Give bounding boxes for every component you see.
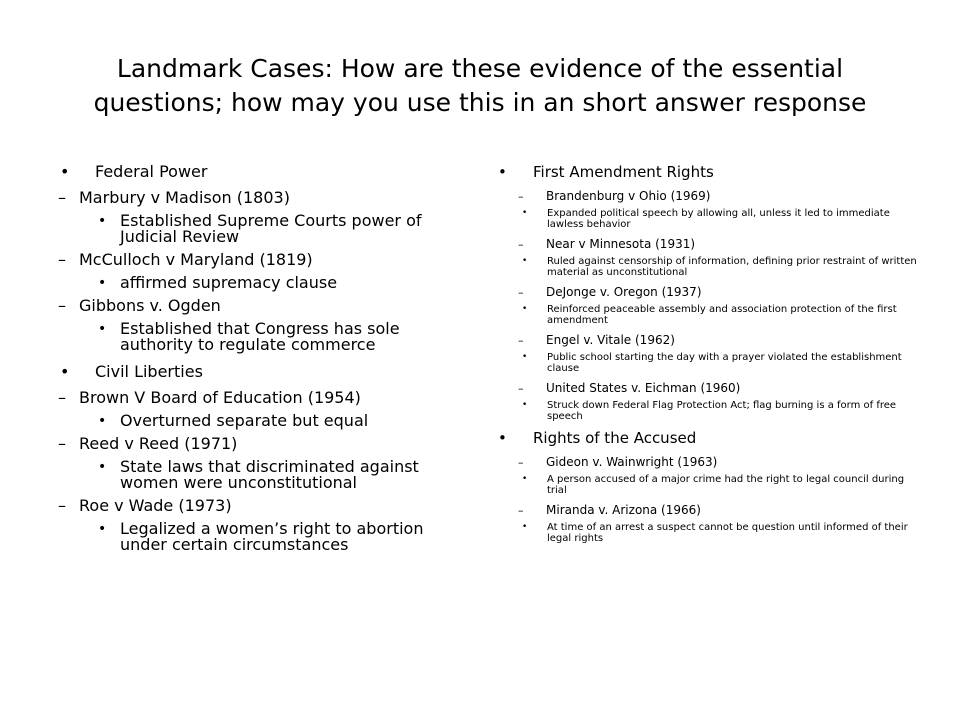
case-detail [520,208,920,230]
case-detail [520,400,920,422]
bullet-icon: • [98,275,107,291]
case-item [37,188,460,208]
case-name: McCulloch v Maryland (1819) [79,250,313,269]
case-name: United States v. Eichman (1960) [546,381,741,395]
case-item [512,236,920,253]
bullet-icon: • [60,162,70,181]
case-detail [78,321,460,353]
case-detail [520,256,920,278]
topic-heading [496,162,920,182]
case-detail-text: Ruled against censorship of information, defining prior restraint of written material as unconstitutional [547,256,917,278]
case-name: Gibbons v. Ogden [79,296,221,315]
case-detail [78,213,460,245]
case-detail [520,352,920,374]
case-name: Marbury v Madison (1803) [79,188,290,207]
case-name: Miranda v. Arizona (1966) [546,503,701,517]
case-item [37,496,460,516]
case-item [512,380,920,397]
topic-heading-text: Rights of the Accused [533,429,697,447]
dash-icon: – [58,188,66,207]
dash-icon: – [518,456,524,469]
dash-icon: – [58,434,66,453]
bullet-icon: • [498,429,507,447]
topic-rights-accused [496,428,920,544]
topic-federal-power [58,162,460,353]
case-item [37,388,460,408]
case-detail-text: A person accused of a major crime had the right to legal council during trial [547,474,905,496]
case-item [37,296,460,316]
bullet-icon: • [522,256,528,266]
case-detail [78,521,460,553]
case-detail-text: Legalized a women’s right to abortion under certain circumstances [120,519,424,554]
bullet-icon: • [98,413,107,429]
dash-icon: – [518,286,524,299]
bullet-icon: • [522,400,528,410]
dash-icon: – [58,250,66,269]
case-detail-text: Struck down Federal Flag Protection Act; flag burning is a form of free speech [547,400,897,422]
case-item [512,502,920,519]
case-detail [78,413,460,429]
right-column [496,162,920,550]
case-detail-text: Established that Congress has sole authority to regulate commerce [120,319,400,354]
dash-icon: – [58,296,66,315]
slide-title: Landmark Cases: How are these evidence of the essential questions; how may you use this in an short answer response [93,54,867,117]
bullet-icon: • [98,321,107,337]
topic-heading-text: Civil Liberties [95,362,203,381]
case-item [37,250,460,270]
topic-heading [58,162,460,182]
case-detail-text: Public school starting the day with a prayer violated the establishment clause [547,352,902,374]
case-item [512,454,920,471]
case-detail [520,474,920,496]
dash-icon: – [58,388,66,407]
case-name: Gideon v. Wainwright (1963) [546,455,718,469]
topic-heading [58,362,460,382]
bullet-icon: • [522,474,528,484]
dash-icon: – [518,238,524,251]
case-detail [520,522,920,544]
case-item [512,332,920,349]
bullet-icon: • [522,522,528,532]
topic-heading-text: Federal Power [95,162,208,181]
dash-icon: – [518,334,524,347]
case-item [37,434,460,454]
dash-icon: – [518,504,524,517]
topic-heading [496,428,920,448]
dash-icon: – [518,382,524,395]
case-name: DeJonge v. Oregon (1937) [546,285,702,299]
case-detail-text: Overturned separate but equal [120,411,369,430]
bullet-icon: • [98,459,107,475]
case-name: Reed v Reed (1971) [79,434,238,453]
case-name: Brown V Board of Education (1954) [79,388,361,407]
left-column [58,162,460,562]
case-detail-text: At time of an arrest a suspect cannot be question until informed of their legal rights [547,522,908,544]
case-detail-text: affirmed supremacy clause [120,273,338,292]
case-detail-text: State laws that discriminated against women were unconstitutional [120,457,419,492]
topic-civil-liberties [58,362,460,553]
case-detail [78,459,460,491]
bullet-icon: • [60,362,70,381]
case-item [512,284,920,301]
case-detail-text: Expanded political speech by allowing all, unless it led to immediate lawless behavior [547,208,890,230]
case-detail [78,275,460,291]
case-detail-text: Established Supreme Courts power of Judicial Review [120,211,422,246]
case-detail [520,304,920,326]
dash-icon: – [58,496,66,515]
bullet-icon: • [98,213,107,229]
case-name: Roe v Wade (1973) [79,496,232,515]
topic-heading-text: First Amendment Rights [533,163,714,181]
case-item [512,188,920,205]
bullet-icon: • [522,304,528,314]
topic-first-amendment [496,162,920,422]
case-name: Brandenburg v Ohio (1969) [546,189,711,203]
bullet-icon: • [98,521,107,537]
case-name: Near v Minnesota (1931) [546,237,696,251]
case-name: Engel v. Vitale (1962) [546,333,675,347]
bullet-icon: • [522,352,528,362]
bullet-icon: • [498,163,507,181]
bullet-icon: • [522,208,528,218]
dash-icon: – [518,190,524,203]
case-detail-text: Reinforced peaceable assembly and association protection of the first amendment [547,304,897,326]
